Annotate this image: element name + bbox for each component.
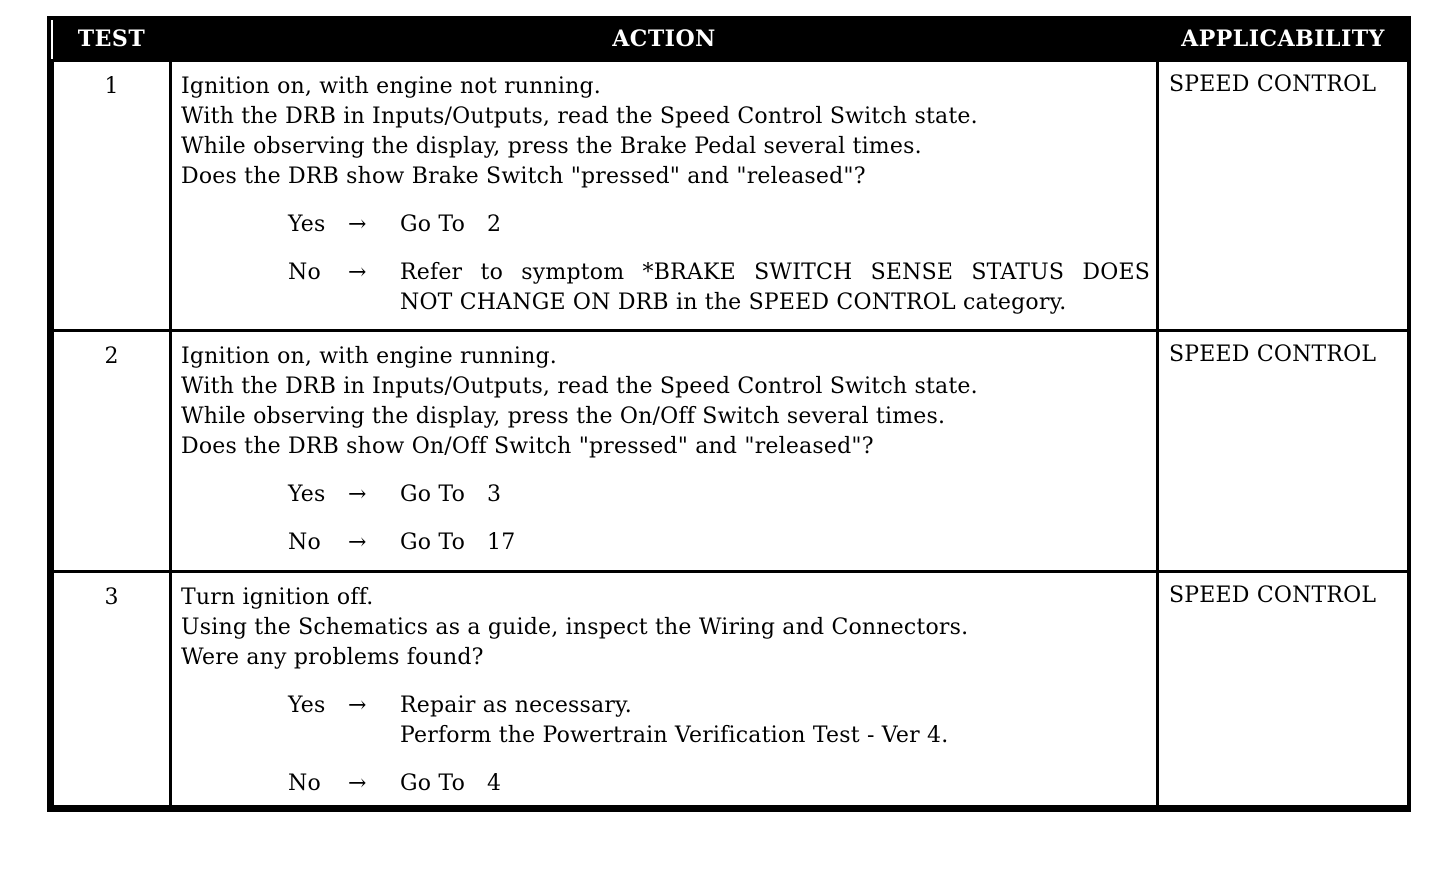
table-row-test-2 [53,330,1409,571]
yes-label: Yes [288,481,326,507]
no-result [400,769,1148,799]
test-cell [53,60,171,330]
action-line: With the DRB in Inputs/Outputs, read the Speed Control Switch state. [181,373,978,399]
yes-label: Yes [288,211,326,237]
action-line: Turn ignition off. [181,584,374,610]
no-branch [288,528,1148,558]
action-line: Does the DRB show On/Off Switch "pressed" and "released"? [181,433,874,459]
table-body [53,60,1409,807]
diagnostic-test-table [51,20,1410,808]
test-cell [53,330,171,571]
applicability-text: SPEED CONTROL [1169,71,1377,97]
goto-step-number: 4 [487,770,502,796]
yes-result [400,210,1148,240]
right-arrow-icon: → [348,211,367,237]
action-cell [171,60,1158,330]
action-line: Were any problems found? [181,644,484,670]
action-line: Ignition on, with engine running. [181,343,557,369]
table-row-test-3 [53,571,1409,807]
test-cell [53,571,171,807]
yes-branch [288,480,1148,510]
applicability-cell [1158,330,1409,571]
action-text [172,573,1156,799]
table-row-test-1 [53,60,1409,330]
action-line: While observing the display, press the Brake Pedal several times. [181,133,922,159]
header-action: ACTION [171,20,1158,60]
no-branch [288,258,1148,318]
no-result-line: NOT CHANGE ON DRB in the SPEED CONTROL category. [400,289,1067,315]
yes-branch [288,210,1148,240]
yes-branch [288,691,1148,751]
no-label: No [288,770,321,796]
action-line: Does the DRB show Brake Switch "pressed" and "released"? [181,163,866,189]
header-applicability: APPLICABILITY [1158,20,1409,60]
no-result-line: Refer to symptom *BRAKE SWITCH SENSE STATUS DOES [400,259,1150,285]
header-test: TEST [53,20,171,60]
applicability-text: SPEED CONTROL [1169,582,1377,608]
right-arrow-icon: → [348,259,367,285]
header-row [53,20,1409,60]
yes-result [400,691,1148,751]
action-cell [171,571,1158,807]
goto-step-number: 3 [487,481,502,507]
action-cell [171,330,1158,571]
test-number: 2 [104,343,119,369]
right-arrow-icon: → [348,529,367,555]
goto-text: Go To [400,770,466,796]
no-result [400,258,1150,318]
diagnostic-test-table-frame [47,16,1411,812]
goto-text: Go To [400,481,466,507]
action-line: With the DRB in Inputs/Outputs, read the Speed Control Switch state. [181,103,978,129]
action-text [172,332,1156,558]
action-line: While observing the display, press the On/Off Switch several times. [181,403,946,429]
action-line: Using the Schematics as a guide, inspect the Wiring and Connectors. [181,614,969,640]
yes-label: Yes [288,692,326,718]
applicability-cell [1158,60,1409,330]
goto-step-number: 2 [487,211,502,237]
no-result [400,528,1148,558]
table-header [53,20,1409,60]
test-number: 3 [104,584,119,610]
applicability-text: SPEED CONTROL [1169,341,1377,367]
applicability-cell [1158,571,1409,807]
action-text [172,62,1156,318]
goto-text: Go To [400,529,466,555]
goto-step-number: 17 [487,529,516,555]
yes-result-line: Repair as necessary. [400,692,632,718]
no-branch [288,769,1148,799]
right-arrow-icon: → [348,481,367,507]
goto-text: Go To [400,211,466,237]
action-line: Ignition on, with engine not running. [181,73,601,99]
no-label: No [288,259,321,285]
right-arrow-icon: → [348,770,367,796]
no-label: No [288,529,321,555]
yes-result-line: Perform the Powertrain Verification Test - Ver 4. [400,722,949,748]
right-arrow-icon: → [348,692,367,718]
test-number: 1 [104,73,119,99]
yes-result [400,480,1148,510]
